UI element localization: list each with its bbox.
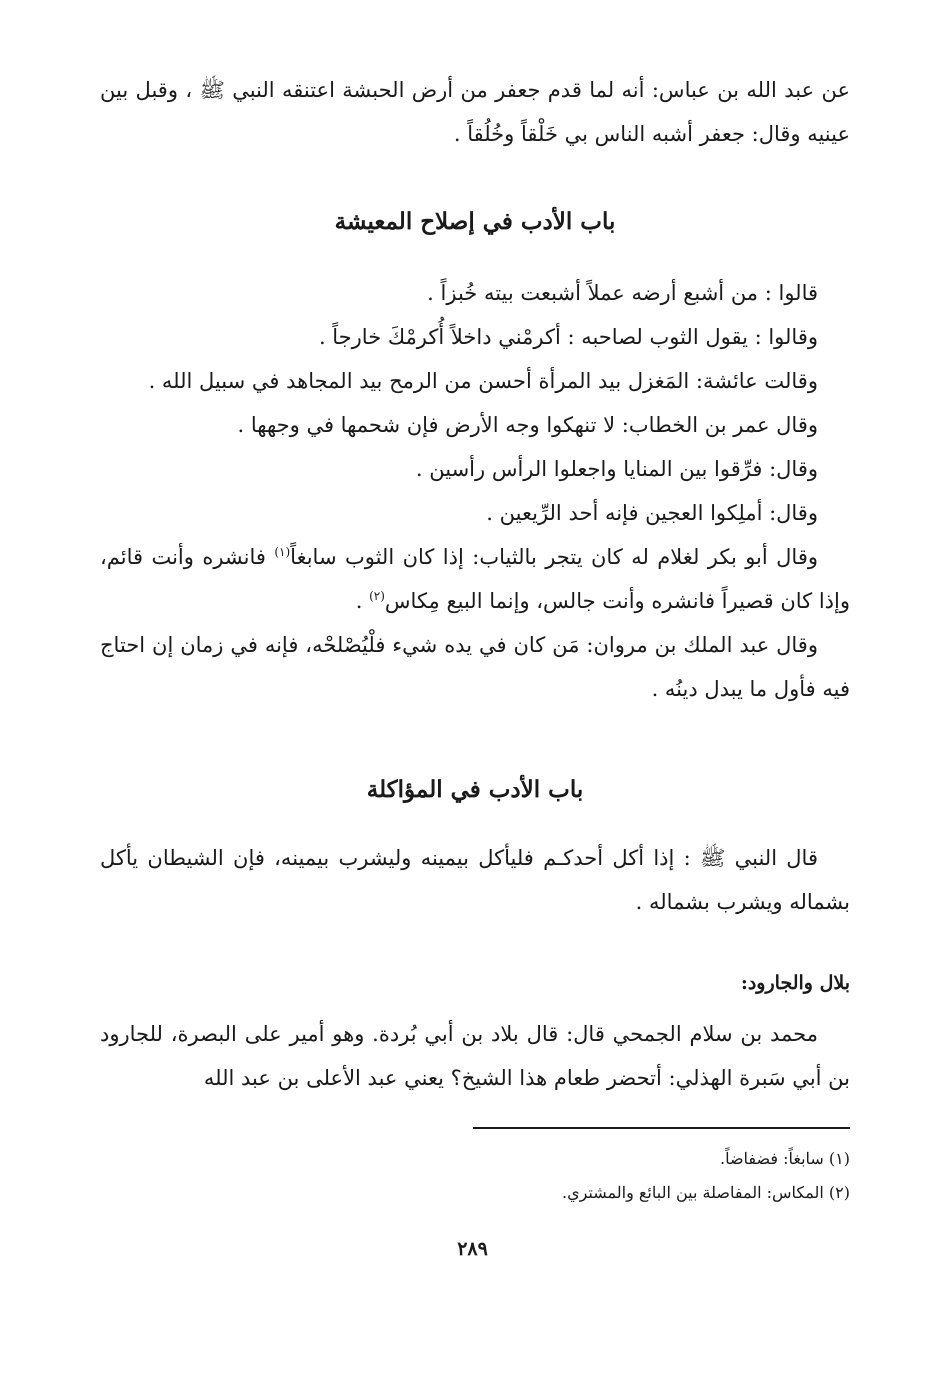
livelihood-sayings xyxy=(100,271,850,711)
eating-paragraph: قال النبي ﷺ : إذا أكل أحدكـم فليأكل بيمينه وليشرب بيمينه، فإن الشيطان يأكل بشماله ويشرب بشماله . xyxy=(100,846,850,914)
saying-paragraph: وقال عمر بن الخطاب: لا تنهكوا وجه الأرض فإن شحمها في وجهها . xyxy=(237,413,818,437)
abdulmalik-paragraph: وقال عبد الملك بن مروان: مَن كان في يده شيء فلْيُصْلحْه، فإنه في زمان إن احتاج فيه فأول ما يبدل دينُه . xyxy=(100,633,850,701)
abubakr-text-1: وقال أبو بكر لغلام له كان يتجر بالثياب: إذا كان الثوب سابغاً xyxy=(290,545,818,569)
saying-paragraph: وقال: فرِّقوا بين المنايا واجعلوا الرأس رأسين . xyxy=(415,457,818,481)
saying-paragraph: وقالوا : يقول الثوب لصاحبه : أكرمْني داخلاً أُكرمْكَ خارجاً . xyxy=(318,325,818,349)
bilal-block xyxy=(100,1012,850,1100)
saying-paragraph: قالوا : من أشبع أرضه عملاً أشبعت بيته خُبزاً . xyxy=(427,281,818,305)
page-number: ٢٨٩ xyxy=(457,1238,488,1260)
saying-paragraph: وقال: أملِكوا العجين فإنه أحد الرِّيعين . xyxy=(486,501,818,525)
abubakr-paragraph xyxy=(100,535,850,623)
section-heading-eating: باب الأدب في المؤاكلة xyxy=(366,776,584,803)
abubakr-text-2: فانشره وأنت قائم، وإذا كان قصيراً فانشره وأنت جالس، وإنما البيع مِكاس xyxy=(100,545,850,613)
intro-block xyxy=(100,68,850,156)
footnote-1: (١) سابغاً: فضفاضاً. xyxy=(719,1149,850,1168)
footnotes xyxy=(100,1142,850,1210)
bilal-paragraph: محمد بن سلام الجمحي قال: قال بلاد بن أبي بُردة. وهو أمير على البصرة، للجارود بن أبي سَبرة الهذلي: أتحضر طعام هذا الشيخ؟ يعني عبد الأعلى بن عبد الله xyxy=(100,1022,850,1090)
saying-paragraph: وقالت عائشة: المَغزل بيد المرأة أحسن من الرمح بيد المجاهد في سبيل الله . xyxy=(148,369,818,393)
footnote-ref-1: (١) xyxy=(274,545,291,559)
section-heading-livelihood: باب الأدب في إصلاح المعيشة xyxy=(334,208,616,235)
footnote-2: (٢) المكاس: المفاصلة بين البائع والمشتري. xyxy=(561,1183,850,1202)
footnote-ref-2: (٢) xyxy=(369,589,385,603)
subheading-bilal: بلال والجارود: xyxy=(740,972,850,994)
abubakr-text-3: . xyxy=(355,589,370,613)
footnote-divider xyxy=(473,1127,850,1129)
intro-paragraph: عن عبد الله بن عباس: أنه لما قدم جعفر من أرض الحبشة اعتنقه النبي ﷺ ، وقبل بين عينيه وقال: جعفر أشبه الناس بي خَلْقاً وخُلُقاً . xyxy=(100,78,850,146)
eating-block xyxy=(100,836,850,924)
